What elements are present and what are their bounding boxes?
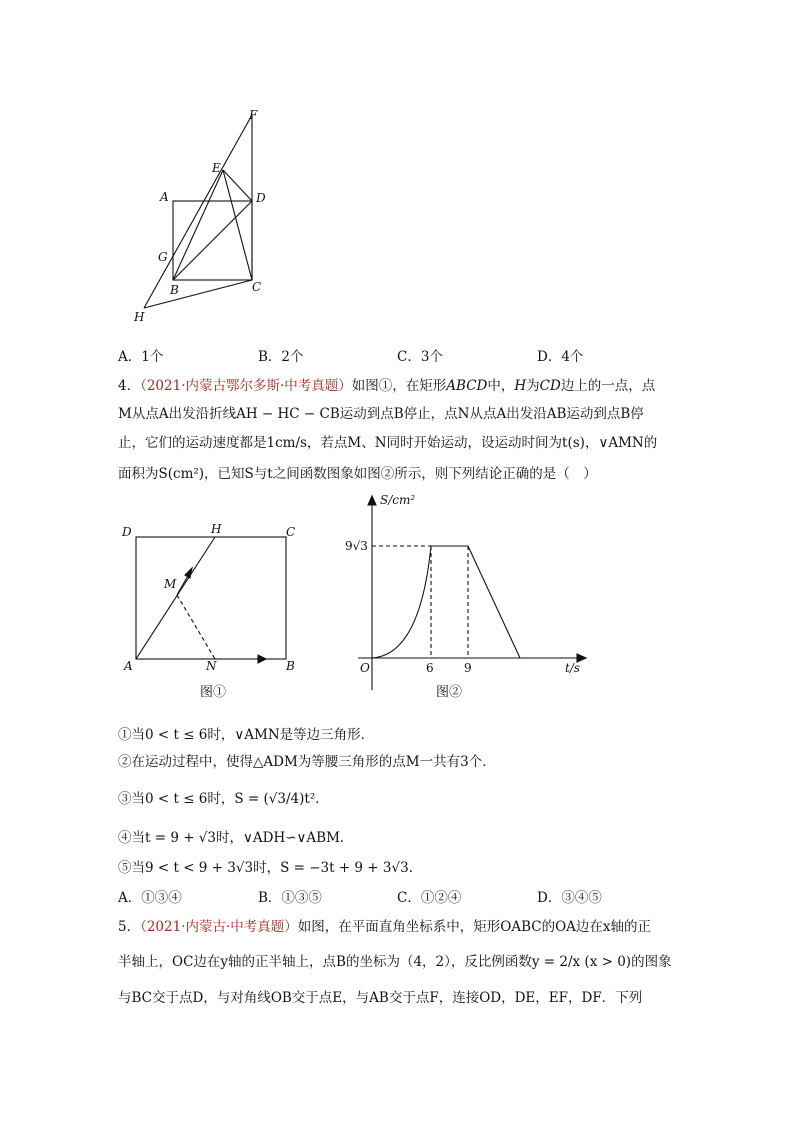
q5-line-1	[118, 915, 651, 935]
label-f: F	[249, 108, 258, 122]
q3-option-a[interactable]: A．1个	[118, 349, 164, 365]
fig2-origin: O	[360, 661, 370, 675]
q3-option-b[interactable]: B．2个	[258, 349, 304, 365]
q5-number: 5．	[118, 919, 141, 935]
q4-option-a[interactable]: A．①③④	[118, 890, 182, 906]
fig2-x9: 9	[464, 661, 472, 675]
fig1-caption: 图①	[200, 685, 227, 700]
fig2-xlabel: t/s	[565, 661, 581, 675]
q4-number: 4．	[118, 378, 141, 394]
q5-line-2: 半轴上，OC边在y轴的正半轴上，点B的坐标为（4，2），反比例函数y = 2/x (x > 0)的图象	[118, 954, 672, 970]
q5-source: （2021·内蒙古·中考真题）	[140, 919, 298, 935]
fig2-ylabel: S/cm²	[380, 493, 416, 507]
label-h: H	[134, 310, 145, 324]
q4-line-2: M从点A出发沿折线AH − HC − CB运动到点B停止，点N从点A出发沿AB运动到点B停	[118, 406, 644, 422]
fig2-x6: 6	[426, 661, 434, 675]
q4-text-e: 为	[526, 378, 540, 394]
q4-statement-5: ⑤当9 < t < 9 + 3√3时，S = −3t + 9 + 3√3．	[118, 860, 423, 876]
q4-line-3: 止，它们的运动速度都是1cm/s，若点M、N同时开始运动，设运动时间为t(s)，∨AMN的	[118, 435, 658, 451]
label-c: C	[252, 280, 262, 294]
top-geometry-figure	[125, 105, 275, 330]
q4-statement-4: ④当t = 9 + √3时，∨ADH∽∨ABM．	[118, 830, 354, 846]
q4-source: （2021·内蒙古鄂尔多斯·中考真题）	[140, 378, 352, 394]
fig2-caption: 图②	[436, 685, 463, 700]
fig1-label-n: N	[206, 659, 217, 673]
label-a: A	[160, 190, 169, 204]
fig1-label-d: D	[122, 525, 132, 539]
q4-figure-1	[118, 520, 308, 680]
q4-statement-2: ②在运动过程中，使得△ADM为等腰三角形的点M一共有3个．	[118, 754, 496, 770]
label-d: D	[256, 191, 266, 205]
q4-statement-1: ①当0 < t ≤ 6时，∨AMN是等边三角形．	[118, 727, 375, 743]
label-e: E	[212, 161, 221, 175]
q4-text-d: H	[514, 378, 527, 394]
fig1-label-c: C	[286, 525, 296, 539]
q4-figure-2	[340, 490, 590, 690]
fig1-label-h: H	[211, 522, 222, 536]
q4-text-c: 中，	[487, 378, 515, 394]
q4-text-b: ABCD	[446, 378, 488, 394]
fig2-yvalue: 9√3	[345, 539, 368, 553]
q3-option-d[interactable]: D．4个	[537, 349, 584, 365]
q4-text-g: 边上的一点，点	[560, 378, 656, 394]
q5-text-1: 如图，在平面直角坐标系中，矩形OABC的OA边在x轴的正	[297, 919, 652, 935]
label-g: G	[158, 250, 168, 264]
fig1-label-a: A	[124, 659, 133, 673]
q5-line-3: 与BC交于点D，与对角线OB交于点E，与AB交于点F，连接OD，DE，EF，DF．下列	[118, 990, 643, 1006]
label-b: B	[170, 283, 179, 297]
q4-option-c[interactable]: C．①②④	[397, 890, 462, 906]
q4-text-a: 如图①，在矩形	[351, 378, 447, 394]
q3-option-c[interactable]: C．3个	[397, 349, 443, 365]
q4-line-1	[118, 374, 655, 394]
q4-text-f: CD	[539, 378, 561, 394]
q4-statement-3: ③当0 < t ≤ 6时，S = (√3/4)t²．	[118, 791, 329, 807]
fig1-label-b: B	[286, 659, 295, 673]
fig1-label-m: M	[164, 577, 177, 591]
q4-option-d[interactable]: D．③④⑤	[537, 890, 602, 906]
q4-line-4: 面积为S(cm²)，已知S与t之间函数图象如图②所示，则下列结论正确的是（ ）	[118, 466, 597, 482]
q4-option-b[interactable]: B．①③⑤	[258, 890, 322, 906]
